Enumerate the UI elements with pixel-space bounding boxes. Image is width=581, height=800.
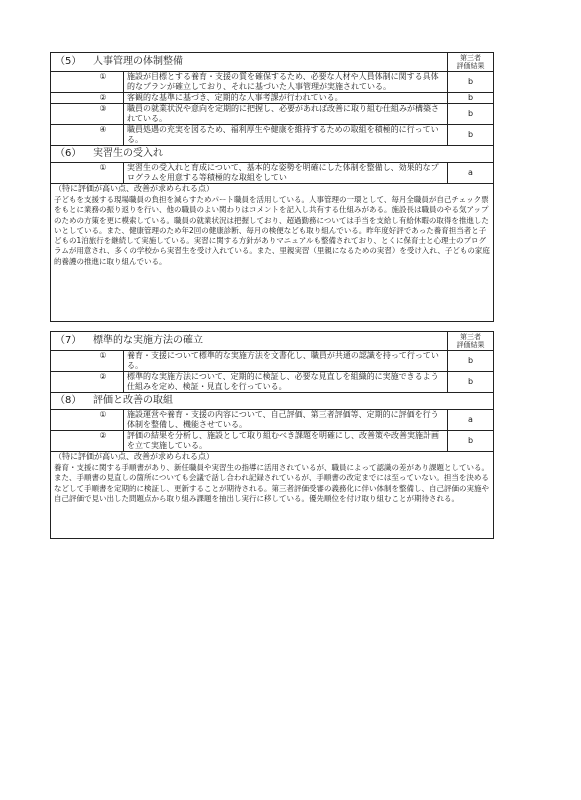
item-text: 評価の結果を分析し、施設として取り組むべき課題を明確にし、改善策や改善実施計画を立て実施している。 (127, 431, 439, 450)
item-text: 客観的な基準に基づき、定期的な人事考課が行われている。 (127, 93, 343, 102)
item-row (51, 163, 493, 184)
section-title: 評価と改善の取組 (93, 395, 173, 406)
item-number: ① (83, 72, 124, 92)
item-row (51, 104, 493, 125)
item-grade: b (447, 104, 493, 124)
section-number: （6） (55, 148, 82, 159)
item-text: 職員処遇の充実を図るため、福利厚生や健康を維持するための取組を積極的に行っている。 (127, 125, 439, 144)
item-grade: b (447, 431, 493, 451)
item-number: ③ (83, 104, 124, 124)
evaluation-table-2 (50, 331, 494, 539)
section-number: （7） (55, 335, 82, 346)
section-8-header (51, 393, 493, 410)
item-row (51, 351, 493, 372)
section-7-header (51, 332, 493, 351)
item-text: 施設が目標とする養育・支援の質を確保するため、必要な人材や人員体制に関する具体的なプランが確立しており、それに基づいた人事管理が実施されている。 (127, 72, 439, 91)
section-number: （8） (55, 395, 82, 406)
evaluation-table-1 (50, 52, 494, 322)
item-number: ① (83, 351, 124, 371)
item-row (51, 431, 493, 452)
item-row (51, 93, 493, 104)
item-number: ① (83, 410, 124, 430)
item-grade: b (447, 93, 493, 103)
section-title: 実習生の受入れ (93, 148, 163, 159)
item-number: ② (83, 93, 124, 103)
item-row (51, 125, 493, 146)
item-text: 実習生の受入れと育成について、基本的な姿勢を明確にした体制を整備し、効果的なプログラムを用意する等積極的な取組をしてい (127, 163, 439, 182)
item-text: 職員の就業状況や意向を定期的に把握し、必要があれば改善に取り組む仕組みが構築されている。 (127, 104, 439, 123)
item-grade: b (447, 125, 493, 145)
comment-title: （特に評価が高い点、改善が求められる点） (54, 184, 214, 193)
item-grade: b (447, 351, 493, 371)
item-number: ① (83, 163, 124, 183)
item-number: ④ (83, 125, 124, 145)
evaluation-result-header: 第三者 評価結果 (447, 53, 493, 71)
item-number: ② (83, 372, 124, 392)
item-grade: b (447, 72, 493, 92)
item-grade: a (447, 163, 493, 183)
item-text: 養育・支援について標準的な実施方法を文書化し、職員が共通の認識を持って行っている。 (127, 351, 439, 370)
item-row (51, 410, 493, 431)
comment-text: 養育・支援に関する手順書があり、新任職員や実習生の指導に活用されているが、職員によって認識の差があり課題としている。また、手順書の見直しの箇所についても会議で話し合われ記録されているが、手順書の改定までには至っていない。担当を決めるなどして手順書を定期的に検証し、更新することが期待される。第三者評価受審の義務化に伴い体制を整備し、自己評価の実施や自己評価で見い出した問題点から取り組み課題を抽出し実行に移している。優先順位を付け取り組むことが期待される。 (54, 463, 489, 503)
item-text: 標準的な実施方法について、定期的に検証し、必要な見直しを組織的に実施できるよう仕組みを定め、検証・見直しを行っている。 (127, 372, 439, 391)
item-row (51, 372, 493, 393)
section-title: 人事管理の体制整備 (93, 56, 183, 67)
item-row (51, 72, 493, 93)
section-6-header (51, 146, 493, 163)
comment-text: 子どもを支援する現場職員の負担を減らすためパート職員を活用している。人事管理の一環として、毎月全職員が自己チェック票をもとに業務の振り返りを行い、他の職員のよい関わりはコメントを記入し共有する仕組みがある。施設長は職員のやる気アップのための方策を更に模索している。職員の就業状況は把握しており、超過勤務については手当を支給し有給休暇の取得を推進したいとしている。また、健康管理のため年2回の健康診断、毎月の検便なども取り組んでいる。昨年度好評であった養育担当者と子どもの1泊旅行を継続して実施している。実習に関する方針がありマニュアルも整備されており、とくに保育士と心理士のプログラムが用意され、多くの学校から実習生を受け入れている。また、里親実習（里親になるための実習）を受け入れ、子どもの家庭的養護の推進に取り組んでいる。 (54, 195, 490, 266)
item-grade: b (447, 372, 493, 392)
comment-title: （特に評価が高い点、改善が求められる点） (54, 452, 214, 461)
item-grade: a (447, 410, 493, 430)
item-text: 施設運営や養育・支援の内容について、自己評価、第三者評価等、定期的に評価を行う体制を整備し、機能させている。 (127, 410, 439, 429)
section-title: 標準的な実施方法の確立 (93, 335, 203, 346)
item-number: ② (83, 431, 124, 451)
section-number: （5） (55, 56, 82, 67)
evaluation-result-header: 第三者 評価結果 (447, 332, 493, 350)
section-5-header (51, 53, 493, 72)
